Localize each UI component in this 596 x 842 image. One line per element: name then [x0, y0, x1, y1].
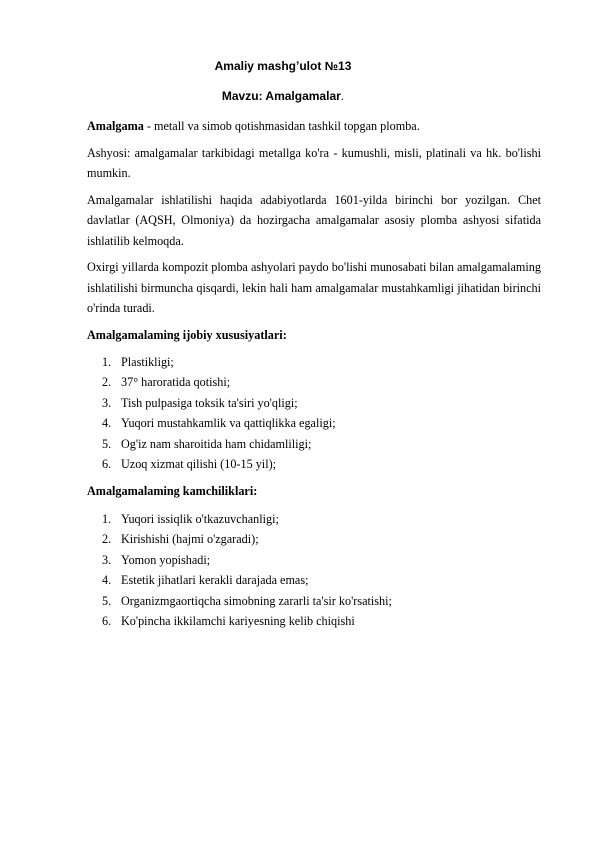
list-number: 5. [102, 593, 112, 608]
advantages-heading: Amalgamalaming ijobiy xususiyatlari: [87, 327, 287, 342]
list-number: 6. [102, 613, 112, 628]
list-number: 6. [102, 457, 112, 472]
list-item [87, 591, 541, 611]
list-text: Estetik jihatlari kerakli darajada emas; [121, 573, 309, 588]
list-number: 4. [102, 573, 112, 588]
list-item [87, 570, 541, 590]
disadvantages-heading: Amalgamalaming kamchiliklari: [87, 484, 258, 499]
disadvantages-list [87, 509, 541, 631]
document-subtitle [0, 90, 596, 102]
list-number: 2. [102, 532, 112, 547]
paragraph-recent: Oxirgi yillarda kompozit plomba ashyolari paydo bo'lishi munosabati bilan amalgamalaming ishlatilishi birmuncha qisqardi, lekin hali ham amalgamalar mustahkamligi jihatidan birinchi o'rinda turadi. [87, 260, 541, 315]
list-number: 2. [102, 375, 112, 390]
definition-text: - metall va simob qotishmasidan tashkil topgan plomba. [143, 119, 420, 133]
list-item [87, 413, 541, 433]
advantages-list [87, 352, 541, 474]
list-number: 4. [102, 416, 112, 431]
list-number: 3. [102, 552, 112, 567]
document-title: Amaliy mashg’ulot №13 [214, 59, 352, 73]
list-text: Plastikligi; [121, 355, 174, 369]
list-text: Yuqori mustahkamlik va qattiqlikka egaligi; [121, 416, 336, 431]
list-item [87, 611, 541, 631]
list-item [87, 509, 541, 529]
definition-term: Amalgama [87, 119, 144, 133]
list-text: Kirishishi (hajmi o'zgaradi); [121, 532, 259, 547]
list-text: Organizmgaortiqcha simobning zararli ta'sir ko'rsatishi; [121, 593, 392, 608]
document-body [87, 116, 541, 638]
subtitle-text: Mavzu: Amalgamalar [221, 89, 341, 103]
list-item [87, 393, 541, 413]
list-item [87, 434, 541, 454]
list-text: Og'iz nam sharoitida ham chidamliligi; [121, 436, 312, 451]
list-item [87, 529, 541, 549]
list-item [87, 454, 541, 474]
list-number: 5. [102, 436, 112, 451]
list-text: Tish pulpasiga toksik ta'siri yo'qligi; [121, 395, 298, 410]
definition-paragraph [87, 116, 541, 137]
list-item [87, 550, 541, 570]
list-text: Yuqori issiqlik o'tkazuvchanligi; [121, 511, 279, 526]
list-item [87, 372, 541, 392]
subtitle-period: . [340, 89, 345, 103]
list-text: Yomon yopishadi; [121, 552, 211, 567]
list-text: Ko'pincha ikkilamchi kariyesning kelib chiqishi [121, 613, 355, 628]
paragraph-history: Amalgamalar ishlatilishi haqida adabiyotlarda 1601-yilda birinchi bor yozilgan. Chet davlatlar (AQSH, Olmoniya) da hozirgacha amalgamalar asosiy plomba ashyosi sifatida ishlatilib kelmoqda. [87, 192, 541, 248]
list-text: Uzoq xizmat qilishi (10-15 yil); [121, 457, 277, 472]
list-number: 1. [102, 355, 112, 369]
list-number: 3. [102, 395, 112, 410]
list-text: 37° haroratida qotishi; [121, 375, 231, 390]
list-number: 1. [102, 511, 112, 526]
paragraph-material: Ashyosi: amalgamalar tarkibidagi metallga ko'ra - kumushli, misli, platinali va hk. bo'lishi mumkin. [87, 145, 541, 180]
list-item [87, 352, 541, 372]
